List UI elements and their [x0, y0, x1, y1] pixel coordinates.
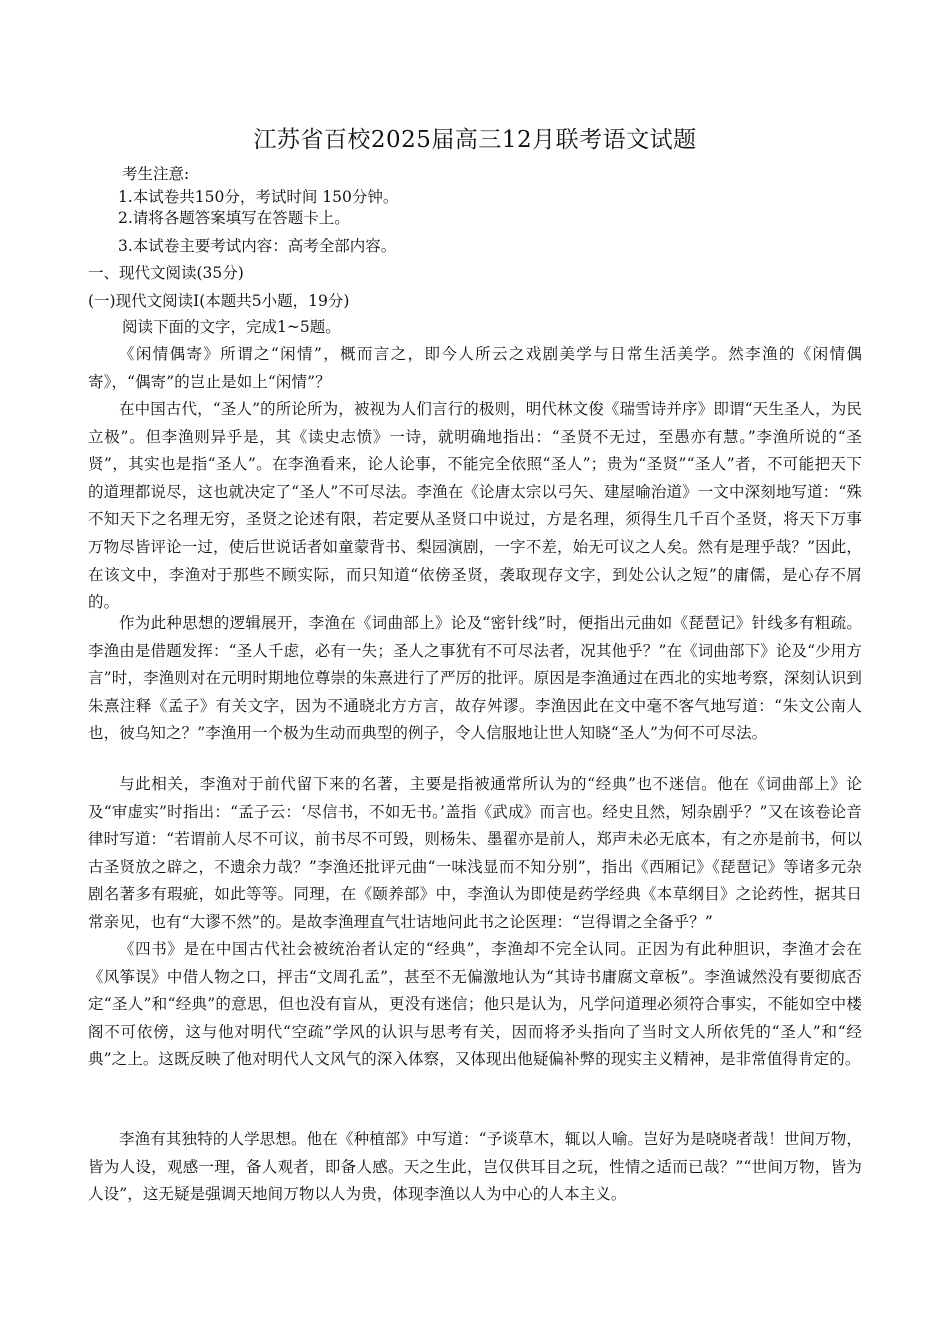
passage-paragraph-3: 作为此种思想的逻辑展开，李渔在《词曲部上》论及“密针线”时，便指出元曲如《琵琶记》针线多有粗疏。李渔由是借题发挥：“圣人千虑，必有一失；圣人之事犹有不可尽法者，况其他乎？”在《词曲部下》论及“少用方言”时，李渔则对在元明时期地位尊崇的朱熹进行了严厉的批评。原因是李渔通过在西北的实地考察，深刻认识到朱熹注释《孟子》有关文字，因为不通晓北方方言，故存舛谬。李渔因此在文中毫不客气地写道：“朱文公南人也，彼乌知之？”李渔用一个极为生动而典型的例子，令人信服地让世人知晓“圣人”为何不可尽法。	[88, 614, 862, 743]
exam-title: 江苏省百校2025届高三12月联考语文试题	[253, 127, 697, 153]
reading-instruction: 阅读下面的文字，完成1~5题。	[122, 318, 341, 336]
notice-item-1: 1.本试卷共150分，考试时间 150分钟。	[118, 188, 399, 206]
passage-paragraph-2: 在中国古代，“圣人”的所论所为，被视为人们言行的极则，明代林文俊《瑞雪诗并序》即谓“天生圣人，为民立极”。但李渔则异乎是，其《读史志愤》一诗，就明确地指出：“圣贤不无过，至愚亦有慧。”李渔所说的“圣贤”，其实也是指“圣人”。在李渔看来，论人论事，不能完全依照“圣人”；贵为“圣贤”“圣人”者，不可能把天下的道理都说尽，这也就决定了“圣人”不可尽法。李渔在《论唐太宗以弓矢、建屋喻治道》一文中深刻地写道：“殊不知天下之名理无穷，圣贤之论述有限，若定要从圣贤口中说过，方是名理，须得生几千百个圣贤，将天下万事万物尽皆评论一过，使后世说话者如童蒙背书、梨园演剧，一字不差，始无可议之人矣。然有是理乎哉？”因此，在该文中，李渔对于那些不顾实际，而只知道“依傍圣贤，袭取现存文字，到处公认之短”的庸儒，是心存不屑的。	[88, 400, 862, 612]
subsection-heading: (一)现代文阅读Ⅰ(本题共5小题，19分)	[88, 292, 350, 310]
passage-paragraph-6: 李渔有其独特的人学思想。他在《种植部》中写道：“予谈草木，辄以人喻。岂好为是哓哓者哉！世间万物，皆为人设，观感一理，备人观者，即备人感。天之生此，岂仅供耳目之玩，性情之适而已哉？”“世间万物，皆为人设”，这无疑是强调天地间万物以人为贵，体现李渔以人为中心的人本主义。	[88, 1130, 862, 1204]
passage-paragraph-5: 《四书》是在中国古代社会被统治者认定的“经典”，李渔却不完全认同。正因为有此种胆识，李渔才会在《风筝误》中借人物之口，抨击“文周孔孟”，甚至不无偏激地认为“其诗书庸腐文章板”。李渔诚然没有要彻底否定“圣人”和“经典”的意思，但也没有盲从，更没有迷信；他只是认为，凡学问道理必须符合事实，不能如空中楼阁不可依傍，这与他对明代“空疏”学风的认识与思考有关，因而将矛头指向了当时文人所依凭的“圣人”和“经典”之上。这既反映了他对明代人文风气的深入体察，又体现出他疑偏补弊的现实主义精神，是非常值得肯定的。	[88, 940, 862, 1069]
passage-paragraph-4: 与此相关，李渔对于前代留下来的名著，主要是指被通常所认为的“经典”也不迷信。他在《词曲部上》论及“审虚实”时指出：“孟子云：‘尽信书，不如无书。’盖指《武成》而言也。经史且然，矧杂剧乎？”又在该卷论音律时写道：“若谓前人尽不可议，前书尽不可毁，则杨朱、墨翟亦是前人，郑声未必无底本，有之亦是前书，何以古圣贤放之辟之，不遗余力哉？”李渔还批评元曲“一味浅显而不知分别”，指出《西厢记》《琵琶记》等诸多元杂剧名著多有瑕疵，如此等等。同理，在《颐养部》中，李渔认为即使是药学经典《本草纲目》之论药性，据其日常亲见，也有“大谬不然”的。是故李渔理直气壮诘地问此书之论医理：“岂得谓之全备乎？”	[88, 775, 862, 931]
section-heading: 一、现代文阅读(35分)	[88, 264, 244, 282]
notice-heading: 考生注意:	[122, 165, 190, 183]
passage-paragraph-1: 《闲情偶寄》所谓之“闲情”，概而言之，即今人所云之戏剧美学与日常生活美学。然李渔的《闲情偶寄》，“偶寄”的岂止是如上“闲情”？	[88, 345, 862, 391]
notice-item-2: 2.请将各题答案填写在答题卡上。	[118, 209, 350, 227]
notice-item-3: 3.本试卷主要考试内容：高考全部内容。	[118, 237, 397, 255]
